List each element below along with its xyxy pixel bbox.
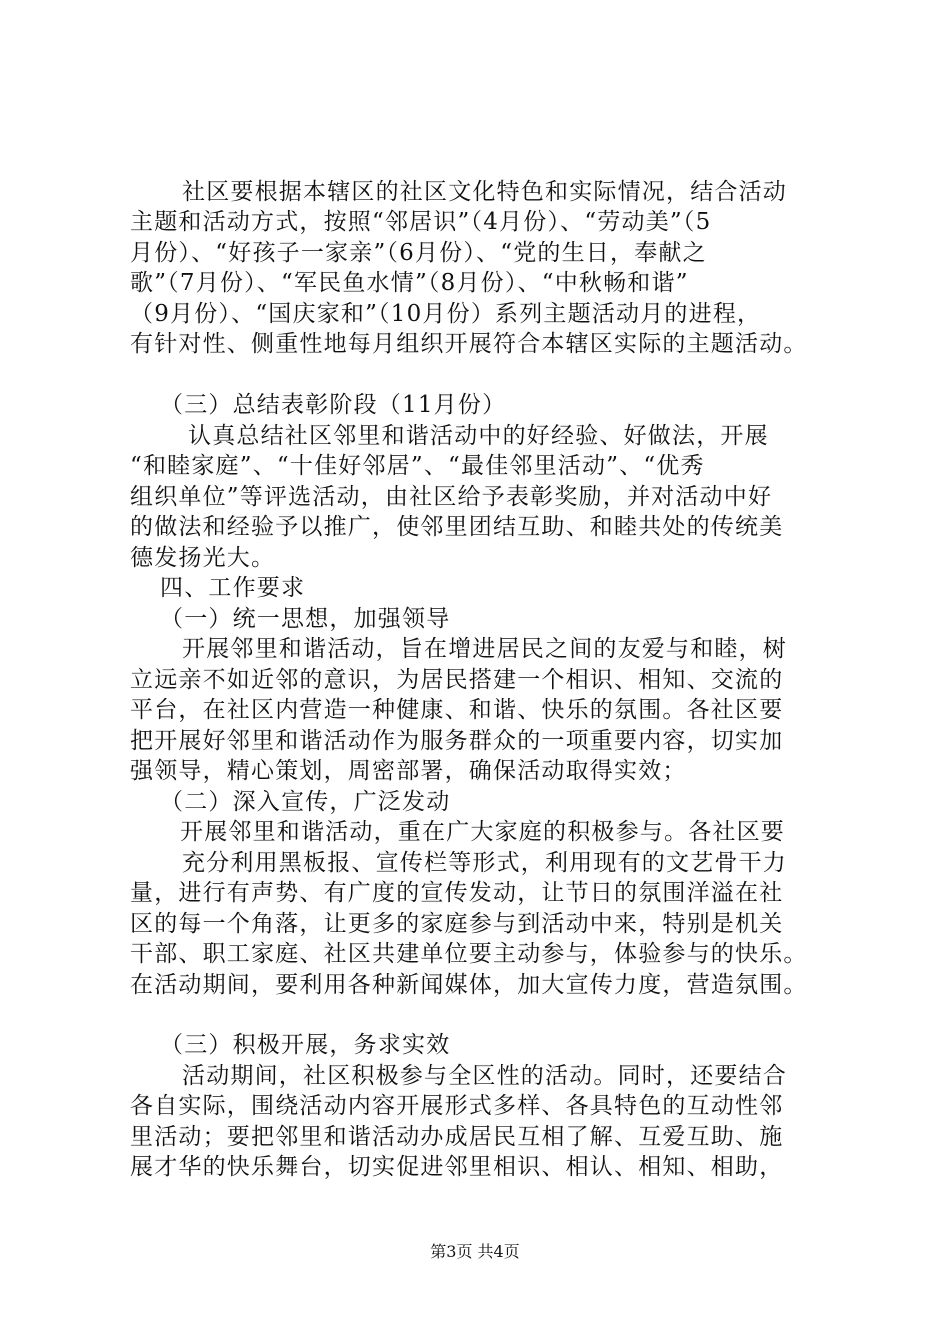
paragraph-line: 月份）、“好孩子一家亲”（6月份）、“党的生日，奉献之 [130,240,707,266]
paragraph-line: 区的每一个角落，让更多的家庭参与到活动中来，特别是机关 [130,911,784,937]
paragraph-line: 干部、职工家庭、社区共建单位要主动参与，体验参与的快乐。 [130,941,808,967]
paragraph-line: 德发扬光大。 [130,545,276,571]
subsection-heading: （三）积极开展，务求实效 [160,1032,451,1058]
paragraph-line: 歌”（7月份）、“军民鱼水情”（8月份）、“中秋畅和谐” [130,270,689,296]
paragraph-line: 有针对性、侧重性地每月组织开展符合本辖区实际的主题活动。 [130,331,808,357]
paragraph-line: 平台，在社区内营造一种健康、和谐、快乐的氛围。各社区要 [130,697,784,723]
paragraph-line: 量，进行有声势、有广度的宣传发动，让节日的氛围洋溢在社 [130,880,784,906]
paragraph-line: （9月份）、“国庆家和”（10月份）系列主题活动月的进程， [130,301,762,327]
paragraph-line: 在活动期间，要利用各种新闻媒体，加大宣传力度，营造氛围。 [130,972,808,998]
paragraph-line: 开展邻里和谐活动，重在广大家庭的积极参与。各社区要 [180,819,785,845]
paragraph-line: 把开展好邻里和谐活动作为服务群众的一项重要内容，切实加 [130,728,784,754]
paragraph-line: 组织单位”等评选活动，由社区给予表彰奖励，并对活动中好 [130,484,773,510]
subsection-heading: （二）深入宣传，广泛发动 [160,789,451,815]
paragraph-line: 各自实际，围绕活动内容开展形式多样、各具特色的互动性邻 [130,1093,784,1119]
paragraph-line: 社区要根据本辖区的社区文化特色和实际情况，结合活动 [182,179,787,205]
paragraph-line: 里活动；要把邻里和谐活动办成居民互相了解、互爱互助、施 [130,1124,784,1150]
paragraph-line: 开展邻里和谐活动，旨在增进居民之间的友爱与和睦，树 [182,636,787,662]
page-number-footer: 第3页 共4页 [430,1242,520,1261]
paragraph-line: 主题和活动方式，按照“邻居识”（4月份）、“劳动美”（5 [130,209,712,235]
section-heading: （三）总结表彰阶段（11月份） [160,392,507,418]
paragraph-line: 活动期间，社区积极参与全区性的活动。同时，还要结合 [182,1063,787,1089]
paragraph-line: 认真总结社区邻里和谐活动中的好经验、好做法，开展 [188,423,769,449]
paragraph-line: 强领导，精心策划，周密部署，确保活动取得实效； [130,758,687,784]
section-heading: 四、工作要求 [160,575,306,601]
subsection-heading: （一）统一思想，加强领导 [160,606,451,632]
paragraph-line: 的做法和经验予以推广，使邻里团结互助、和睦共处的传统美 [130,514,784,540]
paragraph-line: “和睦家庭”、“十佳好邻居”、“最佳邻里活动”、“优秀 [130,453,705,479]
paragraph-line: 展才华的快乐舞台，切实促进邻里相识、相认、相知、相助， [130,1154,784,1180]
paragraph-line: 充分利用黑板报、宣传栏等形式，利用现有的文艺骨干力 [182,850,787,876]
paragraph-line: 立远亲不如近邻的意识，为居民搭建一个相识、相知、交流的 [130,667,784,693]
